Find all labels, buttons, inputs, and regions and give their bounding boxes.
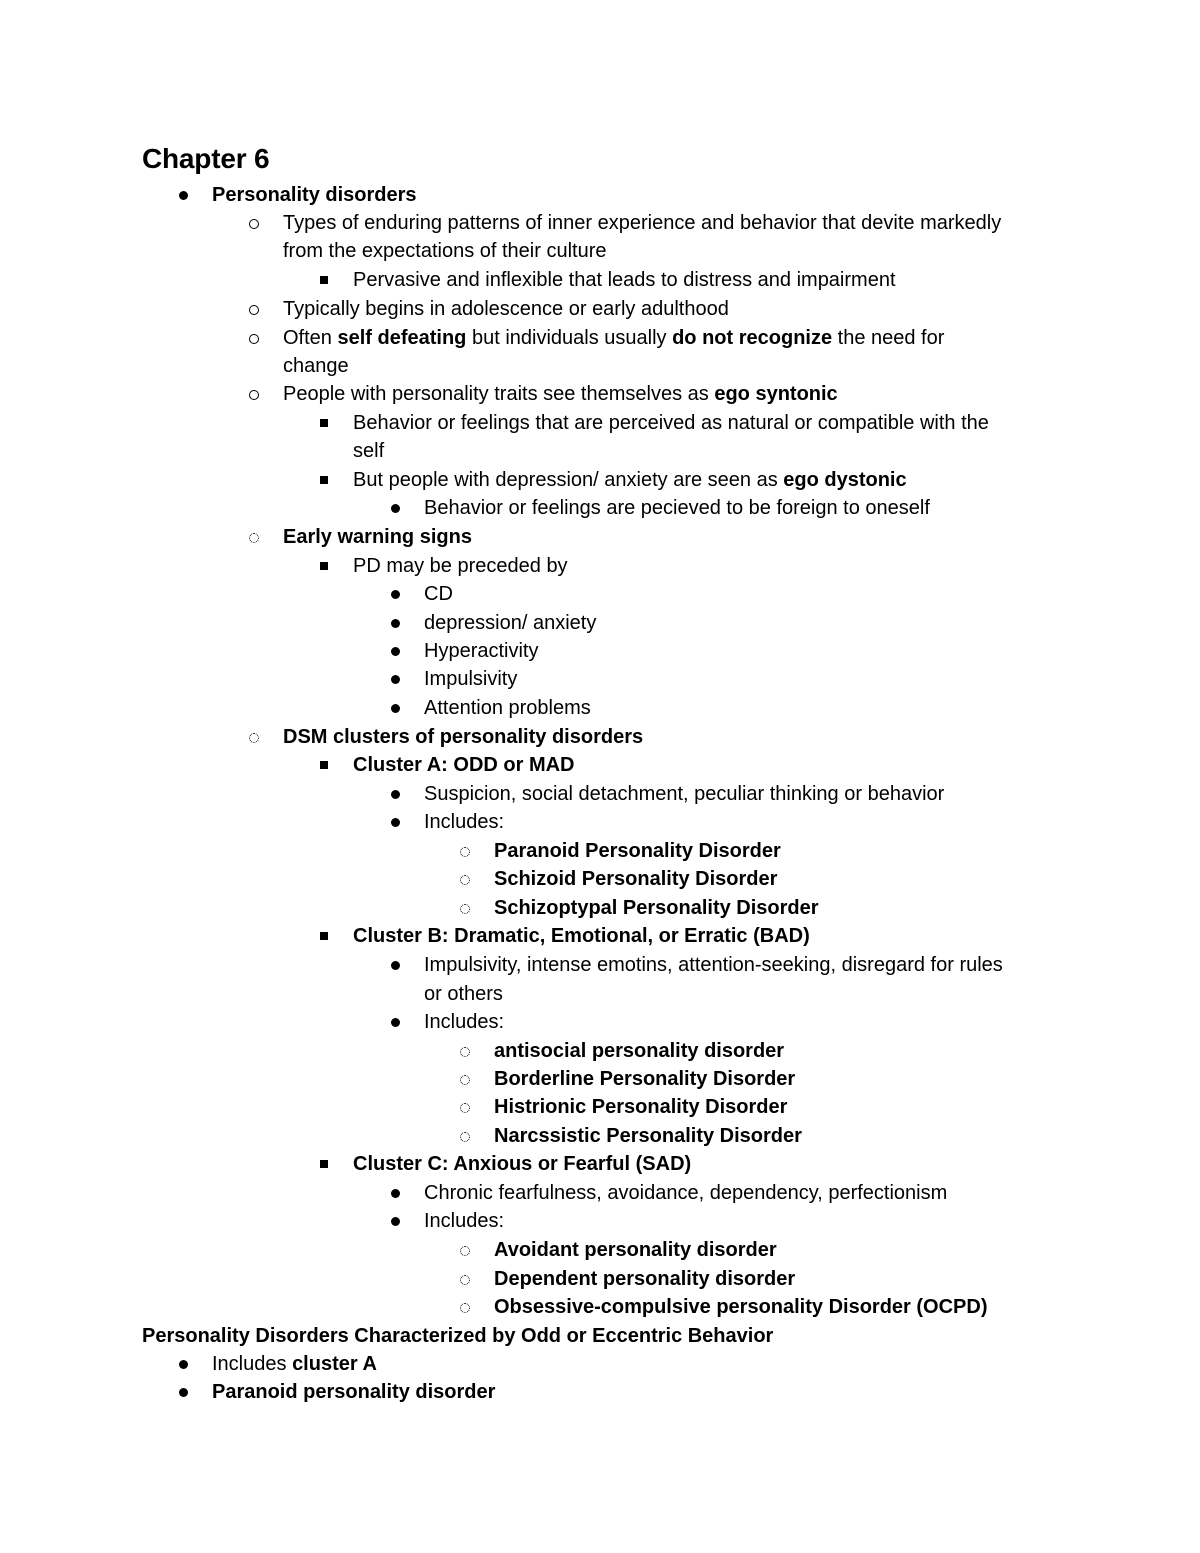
bullet-disc-icon bbox=[391, 1189, 400, 1198]
outline-line bbox=[494, 1065, 795, 1093]
bullet-disc-icon bbox=[179, 1360, 188, 1369]
outline-line bbox=[283, 209, 1001, 237]
text: Includes: bbox=[424, 1210, 505, 1232]
outline-line bbox=[424, 780, 944, 808]
text: depression/ anxiety bbox=[424, 612, 597, 634]
text: Often bbox=[283, 327, 338, 349]
outline-line bbox=[494, 1093, 787, 1121]
text: Includes bbox=[212, 1353, 293, 1375]
bold-text: DSM clusters of personality disorders bbox=[283, 726, 644, 748]
outline-line bbox=[283, 237, 607, 265]
text: the need for bbox=[832, 327, 945, 349]
text: but individuals usually bbox=[466, 327, 673, 349]
text: Behavior or feelings that are perceived as natural or compatible with the bbox=[353, 412, 989, 434]
text: Hyperactivity bbox=[424, 640, 539, 662]
bullet-disc-icon bbox=[391, 704, 400, 713]
bullet-circle-icon bbox=[249, 334, 259, 344]
bullet-circle-icon bbox=[249, 305, 259, 315]
outline-line bbox=[424, 694, 591, 722]
text: Typically begins in adolescence or early adulthood bbox=[283, 298, 729, 320]
outline-line bbox=[494, 1037, 784, 1065]
outline-line bbox=[353, 751, 574, 779]
bullet-disc-icon bbox=[179, 191, 188, 200]
bullet-dotted-circle-icon bbox=[460, 875, 470, 885]
outline-line bbox=[142, 1322, 773, 1350]
text: Pervasive and inflexible that leads to distress and impairment bbox=[353, 269, 896, 291]
outline-line bbox=[424, 1207, 504, 1235]
outline-line bbox=[424, 609, 596, 637]
outline-line bbox=[283, 523, 472, 551]
outline-line bbox=[494, 1293, 988, 1321]
outline-line bbox=[494, 1122, 802, 1150]
bullet-square-icon bbox=[320, 932, 328, 940]
outline-line bbox=[212, 1378, 495, 1406]
bullet-square-icon bbox=[320, 476, 328, 484]
outline-line bbox=[283, 723, 643, 751]
bullet-disc-icon bbox=[391, 961, 400, 970]
outline-line bbox=[424, 808, 504, 836]
outline-line bbox=[494, 1265, 795, 1293]
bold-text: Paranoid Personality Disorder bbox=[494, 840, 781, 862]
text: People with personality traits see themselves as bbox=[283, 383, 715, 405]
bullet-circle-icon bbox=[249, 219, 259, 229]
text: Types of enduring patterns of inner experience and behavior that devite markedly bbox=[283, 212, 1002, 234]
bullet-dotted-circle-icon bbox=[249, 733, 259, 743]
bullet-dotted-circle-icon bbox=[460, 1047, 470, 1057]
text: Includes: bbox=[424, 1011, 505, 1033]
bold-text: Schizoid Personality Disorder bbox=[494, 868, 778, 890]
bold-text: do not recognize bbox=[672, 327, 833, 349]
bold-text: Personality Disorders Characterized by Odd or Eccentric Behavior bbox=[142, 1325, 774, 1347]
outline-line bbox=[494, 865, 777, 893]
bold-text: Paranoid personality disorder bbox=[212, 1381, 496, 1403]
bold-text: Histrionic Personality Disorder bbox=[494, 1096, 788, 1118]
outline-line bbox=[283, 295, 729, 323]
outline-line bbox=[212, 1350, 377, 1378]
bullet-disc-icon bbox=[391, 647, 400, 656]
bullet-square-icon bbox=[320, 761, 328, 769]
text: change bbox=[283, 355, 349, 377]
outline-line bbox=[424, 1008, 504, 1036]
bold-text: Dependent personality disorder bbox=[494, 1268, 796, 1290]
outline-line bbox=[283, 352, 349, 380]
outline-line bbox=[424, 980, 503, 1008]
bold-text: Narcssistic Personality Disorder bbox=[494, 1125, 802, 1147]
bullet-disc-icon bbox=[391, 818, 400, 827]
outline-line bbox=[212, 181, 417, 209]
bullet-disc-icon bbox=[391, 590, 400, 599]
outline-line bbox=[494, 894, 819, 922]
outline-line bbox=[353, 409, 989, 437]
text: or others bbox=[424, 983, 503, 1005]
bullet-dotted-circle-icon bbox=[460, 847, 470, 857]
text: Behavior or feelings are pecieved to be foreign to oneself bbox=[424, 497, 930, 519]
outline-line bbox=[424, 951, 1003, 979]
text: Suspicion, social detachment, peculiar thinking or behavior bbox=[424, 783, 945, 805]
text: Includes: bbox=[424, 811, 505, 833]
bullet-disc-icon bbox=[391, 619, 400, 628]
outline-line bbox=[283, 324, 944, 352]
text: Impulsivity, intense emotins, attention-seeking, disregard for rules bbox=[424, 954, 1003, 976]
text: But people with depression/ anxiety are seen as bbox=[353, 469, 784, 491]
outline-line bbox=[424, 665, 517, 693]
text: Impulsivity bbox=[424, 668, 518, 690]
bullet-dotted-circle-icon bbox=[249, 533, 259, 543]
text: Chronic fearfulness, avoidance, dependency, perfectionism bbox=[424, 1182, 948, 1204]
bold-text: Early warning signs bbox=[283, 526, 472, 548]
bullet-disc-icon bbox=[391, 1217, 400, 1226]
text: self bbox=[353, 440, 385, 462]
outline-line bbox=[424, 637, 538, 665]
outline-line bbox=[424, 494, 930, 522]
bullet-square-icon bbox=[320, 562, 328, 570]
bullet-dotted-circle-icon bbox=[460, 1132, 470, 1142]
outline-line bbox=[353, 437, 384, 465]
bullet-square-icon bbox=[320, 276, 328, 284]
bold-text: self defeating bbox=[337, 327, 467, 349]
text: Attention problems bbox=[424, 697, 591, 719]
text: CD bbox=[424, 583, 453, 605]
bullet-disc-icon bbox=[391, 504, 400, 513]
chapter-title: Chapter 6 bbox=[142, 143, 270, 174]
bold-text: Cluster B: Dramatic, Emotional, or Erratic (BAD) bbox=[353, 925, 810, 947]
bullet-dotted-circle-icon bbox=[460, 1075, 470, 1085]
bullet-dotted-circle-icon bbox=[460, 1103, 470, 1113]
outline-line bbox=[353, 552, 568, 580]
bullet-dotted-circle-icon bbox=[460, 1275, 470, 1285]
outline-line bbox=[424, 1179, 947, 1207]
outline-line bbox=[494, 837, 781, 865]
outline-line bbox=[424, 580, 453, 608]
bullet-circle-icon bbox=[249, 390, 259, 400]
outline-line bbox=[353, 266, 896, 294]
bold-text: Cluster A: ODD or MAD bbox=[353, 754, 575, 776]
bullet-dotted-circle-icon bbox=[460, 1246, 470, 1256]
bold-text: Schizoptypal Personality Disorder bbox=[494, 897, 819, 919]
outline-line bbox=[353, 1150, 691, 1178]
text: from the expectations of their culture bbox=[283, 240, 607, 262]
bullet-square-icon bbox=[320, 419, 328, 427]
outline-line bbox=[353, 922, 810, 950]
bullet-disc-icon bbox=[391, 1018, 400, 1027]
bold-text: Personality disorders bbox=[212, 184, 417, 206]
bullet-dotted-circle-icon bbox=[460, 904, 470, 914]
bullet-disc-icon bbox=[179, 1388, 188, 1397]
bullet-disc-icon bbox=[391, 675, 400, 684]
text: PD may be preceded by bbox=[353, 555, 568, 577]
bold-text: Avoidant personality disorder bbox=[494, 1239, 777, 1261]
outline-line bbox=[283, 380, 838, 408]
bold-text: antisocial personality disorder bbox=[494, 1040, 785, 1062]
bold-text: ego dystonic bbox=[783, 469, 907, 491]
bullet-square-icon bbox=[320, 1160, 328, 1168]
bold-text: Cluster C: Anxious or Fearful (SAD) bbox=[353, 1153, 692, 1175]
bullet-disc-icon bbox=[391, 790, 400, 799]
bold-text: cluster A bbox=[292, 1353, 377, 1375]
bold-text: Borderline Personality Disorder bbox=[494, 1068, 796, 1090]
outline-line bbox=[494, 1236, 777, 1264]
bold-text: ego syntonic bbox=[714, 383, 838, 405]
bold-text: Obsessive-compulsive personality Disorder (OCPD) bbox=[494, 1296, 988, 1318]
bullet-dotted-circle-icon bbox=[460, 1303, 470, 1313]
outline-line bbox=[353, 466, 907, 494]
